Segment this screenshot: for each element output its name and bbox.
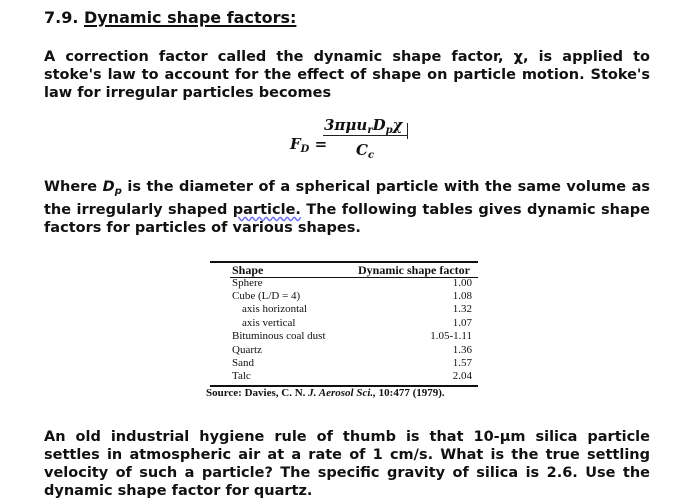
table-source: Source: Davies, C. N. J. Aerosol Sci., 10:477 (1979). <box>206 387 445 399</box>
table-row: axis horizontal 1.32 <box>242 303 472 315</box>
formula-lhs: $F_D$ = <box>290 135 328 155</box>
intro-paragraph: A correction factor called the dynamic shape factor, χ, is applied to stoke's law to account for the effect of shape on particle motion. Stoke's law for irregular particles becomes <box>44 49 650 101</box>
table-row: Sphere 1.00 <box>232 277 472 289</box>
where-paragraph: Where $D_p$ is the diameter of a spherical particle with the same volume as the irregularly shaped particle. The following tables gives dynamic shape factors for particles of various shapes. <box>44 179 650 236</box>
text-cursor <box>407 123 408 139</box>
table-row: Quartz 1.36 <box>232 344 472 356</box>
table-row: Talc 2.04 <box>232 370 472 382</box>
table-row: Bituminous coal dust 1.05-1.11 <box>232 330 472 342</box>
table-row: axis vertical 1.07 <box>242 317 472 329</box>
problem-paragraph: An old industrial hygiene rule of thumb is that 10-μm silica particle settles in atmospheric air at a rate of 1 cm/s. What is the true settling velocity of such a particle? The specific gravity of silica is 2.6. Use the dynamic shape factor for quartz. <box>44 429 650 499</box>
table-row: Sand 1.57 <box>232 357 472 369</box>
spellcheck-underlined-word: particle. <box>232 202 301 218</box>
section-title: Dynamic shape factors: <box>84 8 297 27</box>
formula-numerator: $3\pi\mu u_rD_p\chi$ <box>324 116 403 136</box>
column-header-shape: Shape <box>232 263 264 277</box>
formula-denominator: $C_c$ <box>356 141 375 161</box>
fraction-bar <box>323 135 407 136</box>
section-heading <box>44 8 296 27</box>
section-number: 7.9. <box>44 8 79 27</box>
table-row: Cube (L/D = 4) 1.08 <box>232 290 472 302</box>
column-header-factor: Dynamic shape factor <box>358 263 470 277</box>
